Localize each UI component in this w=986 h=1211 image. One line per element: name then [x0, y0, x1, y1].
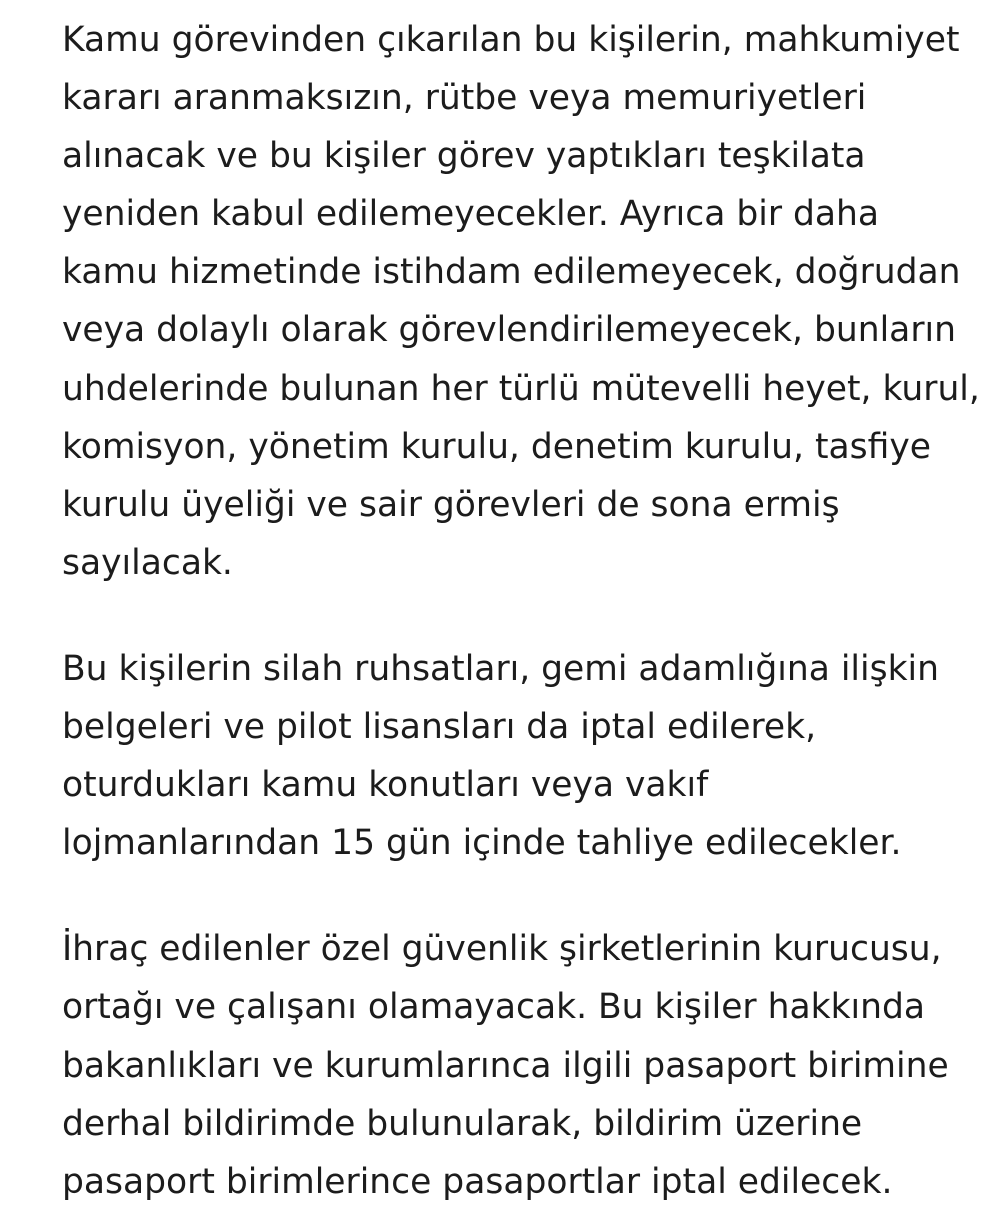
paragraph-3 — [62, 920, 949, 1210]
paragraph-1 — [62, 11, 980, 592]
article-body — [62, 11, 980, 1211]
paragraph-line: lojmanlarından 15 gün içinde tahliye edilecekler. — [62, 823, 902, 864]
paragraph-line: oturdukları kamu konutları veya vakıf — [62, 765, 709, 806]
paragraph-2 — [62, 640, 942, 872]
paragraph-line: alınacak ve bu kişiler görev yaptıkları teşkilata — [62, 136, 866, 177]
paragraph-line: bakanlıkları ve kurumlarınca ilgili pasaport birimine — [62, 1045, 949, 1086]
paragraph-line: derhal bildirimde bulunularak, bildirim üzerine — [62, 1103, 863, 1144]
paragraph-line: uhdelerinde bulunan her türlü mütevelli heyet, kurul, — [62, 368, 980, 409]
paragraph-line: veya dolaylı olarak görevlendirilemeyecek, bunların — [62, 310, 956, 351]
paragraph-line: İhraç edilenler özel güvenlik şirketlerinin kurucusu, — [62, 929, 942, 970]
paragraph-line: kararı aranmaksızın, rütbe veya memuriyetleri — [62, 78, 867, 119]
paragraph-line: Kamu görevinden çıkarılan bu kişilerin, mahkumiyet — [62, 20, 960, 60]
paragraph-line: kurulu üyeliği ve sair görevleri de sona ermiş — [62, 484, 840, 525]
paragraph-line: sayılacak. — [62, 542, 233, 583]
paragraph-line: komisyon, yönetim kurulu, denetim kurulu, tasfiye — [62, 426, 932, 467]
paragraph-line: belgeleri ve pilot lisansları da iptal edilerek, — [62, 707, 817, 748]
paragraph-line: Bu kişilerin silah ruhsatları, gemi adamlığına ilişkin — [62, 648, 940, 689]
paragraph-line: pasaport birimlerince pasaportlar iptal edilecek. — [62, 1161, 893, 1202]
paragraph-line: yeniden kabul edilemeyecekler. Ayrıca bir daha — [62, 194, 880, 235]
paragraph-line: ortağı ve çalışanı olamayacak. Bu kişiler hakkında — [62, 987, 926, 1028]
paragraph-line: kamu hizmetinde istihdam edilemeyecek, doğrudan — [62, 252, 961, 293]
